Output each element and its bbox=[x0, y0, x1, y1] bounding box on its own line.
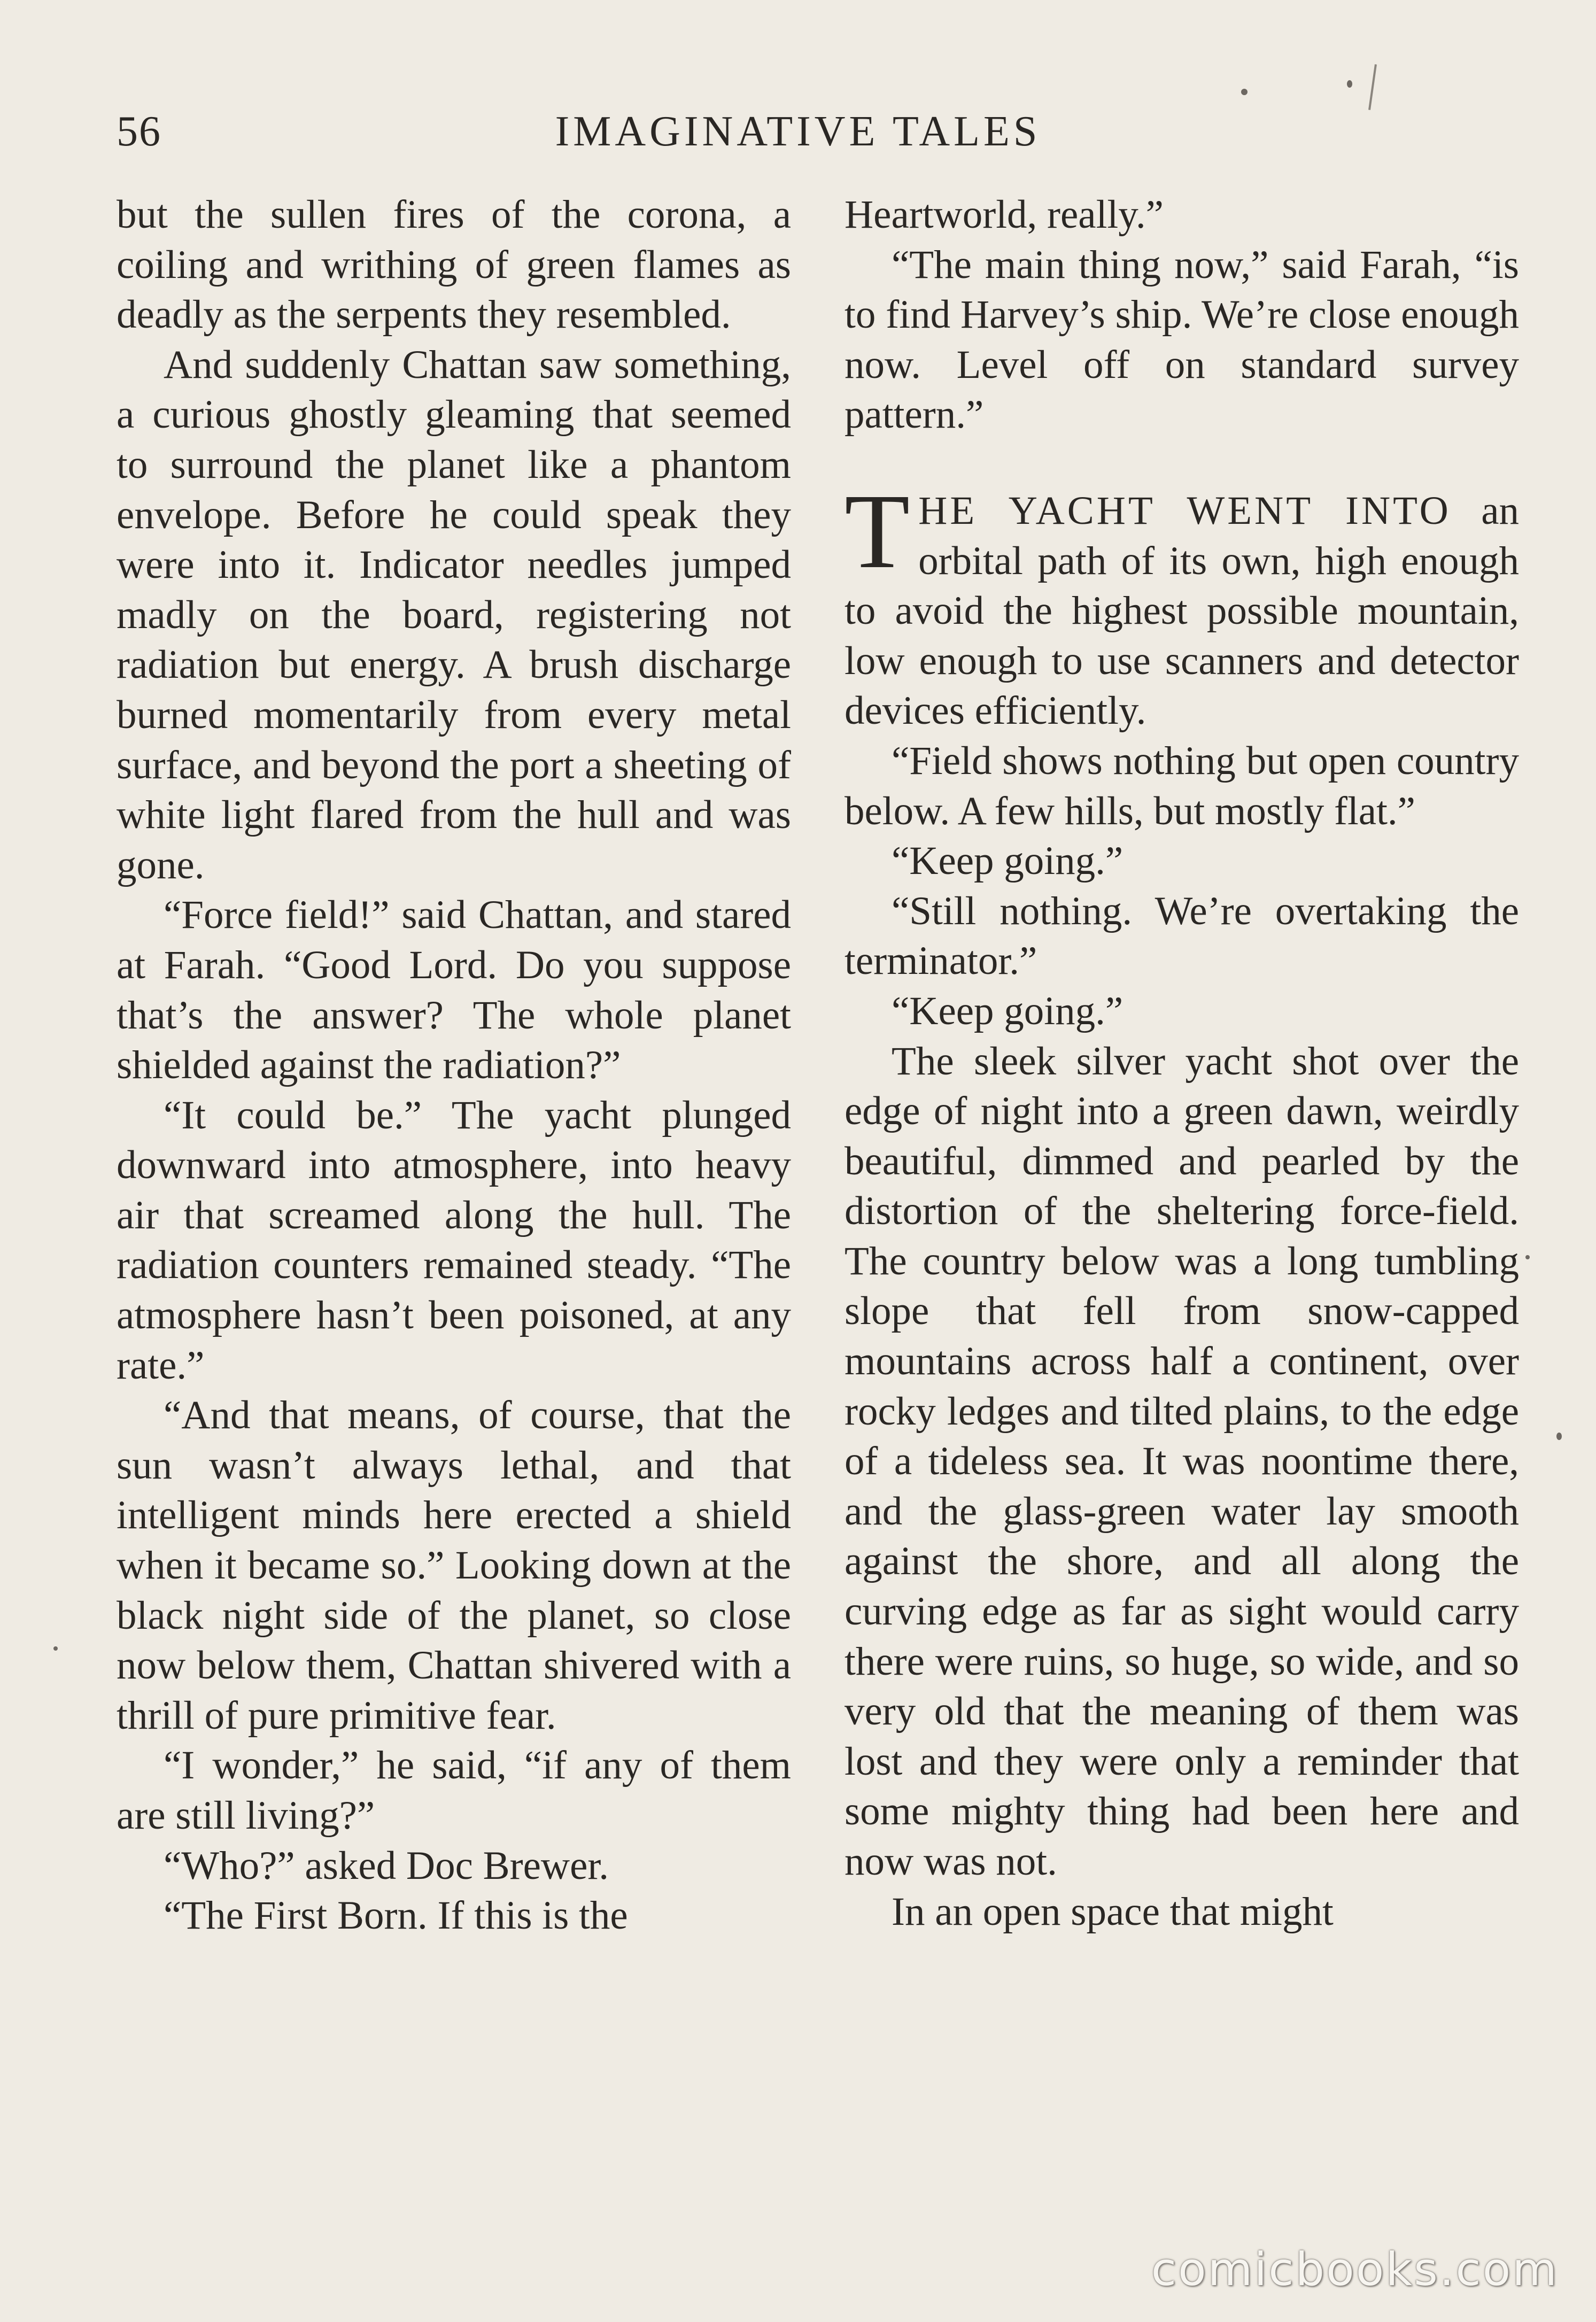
paragraph: The sleek silver yacht shot over the edge of night into a green dawn, weirdly beautiful, dimmed and pearled by the distortion of the sheltering force-field. The country below was a long tumbling slope that fell from snow-capped mountains across half a continent, over rocky ledges and tilted plains, to the edge of a tideless sea. It was noontime there, and the glass-green water lay smooth against the shore, and all along the curving edge as far as sight would carry there were ruins, so huge, so wide, and so very old that the meaning of them was lost and they were only a reminder that some mighty thing had been here and now was not. bbox=[845, 1039, 1519, 1884]
ink-speck bbox=[1556, 1433, 1562, 1440]
paragraph: Heartworld, really.” bbox=[845, 192, 1164, 237]
site-watermark: comicbooks.com bbox=[1151, 2243, 1559, 2296]
paragraph: “I wonder,” he said, “if any of them are still living?” bbox=[117, 1743, 791, 1838]
right-text-column bbox=[845, 190, 1519, 1937]
paragraph: “Force field!” said Chattan, and stared at Farah. “Good Lord. Do you suppose that’s the answer? The whole planet shielded against the radiation?” bbox=[117, 893, 791, 1088]
section-lead-text: an orbital path of its own, high enough to avoid the highest possible mountain, low enough to use scanners and detector devices efficiently. bbox=[845, 488, 1519, 733]
drop-cap: T bbox=[845, 472, 910, 591]
ink-speck bbox=[1525, 1255, 1530, 1259]
running-title: IMAGINATIVE TALES bbox=[555, 108, 1041, 155]
page-number: 56 bbox=[117, 108, 161, 155]
paragraph: “It could be.” The yacht plunged downward into atmosphere, into heavy air that screamed along the hull. The radiation counters remained steady. “The atmosphere hasn’t been poisoned, at any rate.” bbox=[117, 1093, 791, 1388]
left-text-column bbox=[117, 190, 791, 1941]
paragraph: In an open space that might bbox=[892, 1889, 1334, 1934]
paragraph: And suddenly Chattan saw something, a curious ghostly gleaming that seemed to surround the planet like a phantom envelope. Before he could speak they were into it. Indicator needles jumped madly on the board, registering not radiation but energy. A brush discharge burned momentarily from every metal surface, and beyond the port a sheeting of white light flared from the hull and was gone. bbox=[117, 342, 791, 887]
paragraph: “Keep going.” bbox=[892, 988, 1124, 1033]
section-break bbox=[845, 440, 1519, 486]
paragraph: “Still nothing. We’re overtaking the terminator.” bbox=[845, 888, 1519, 984]
paragraph: “Keep going.” bbox=[892, 839, 1124, 884]
paragraph: “Field shows nothing but open country below. A few hills, but mostly flat.” bbox=[845, 738, 1519, 833]
section-lead-caps: HE YACHT WENT INTO bbox=[918, 488, 1451, 533]
ink-speck bbox=[1347, 80, 1352, 88]
paragraph: but the sullen fires of the corona, a coiling and writhing of green flames as deadly as the serpents they resembled. bbox=[117, 192, 791, 337]
paragraph: “And that means, of course, that the sun wasn’t always lethal, and that intelligent minds here erected a shield when it became so.” Looking down at the black night side of the planet, so close now below them, Chattan shivered with a thrill of pure primitive fear. bbox=[117, 1393, 791, 1738]
paragraph: “Who?” asked Doc Brewer. bbox=[164, 1843, 609, 1888]
section-opening-paragraph bbox=[845, 472, 1519, 736]
ink-speck bbox=[53, 1646, 58, 1651]
paper-scratch bbox=[1368, 64, 1377, 110]
ink-speck bbox=[1241, 89, 1248, 95]
paragraph: “The main thing now,” said Farah, “is to find Harvey’s ship. We’re close enough now. Level off on standard survey pattern.” bbox=[845, 242, 1519, 437]
paragraph: “The First Born. If this is the bbox=[164, 1893, 628, 1938]
